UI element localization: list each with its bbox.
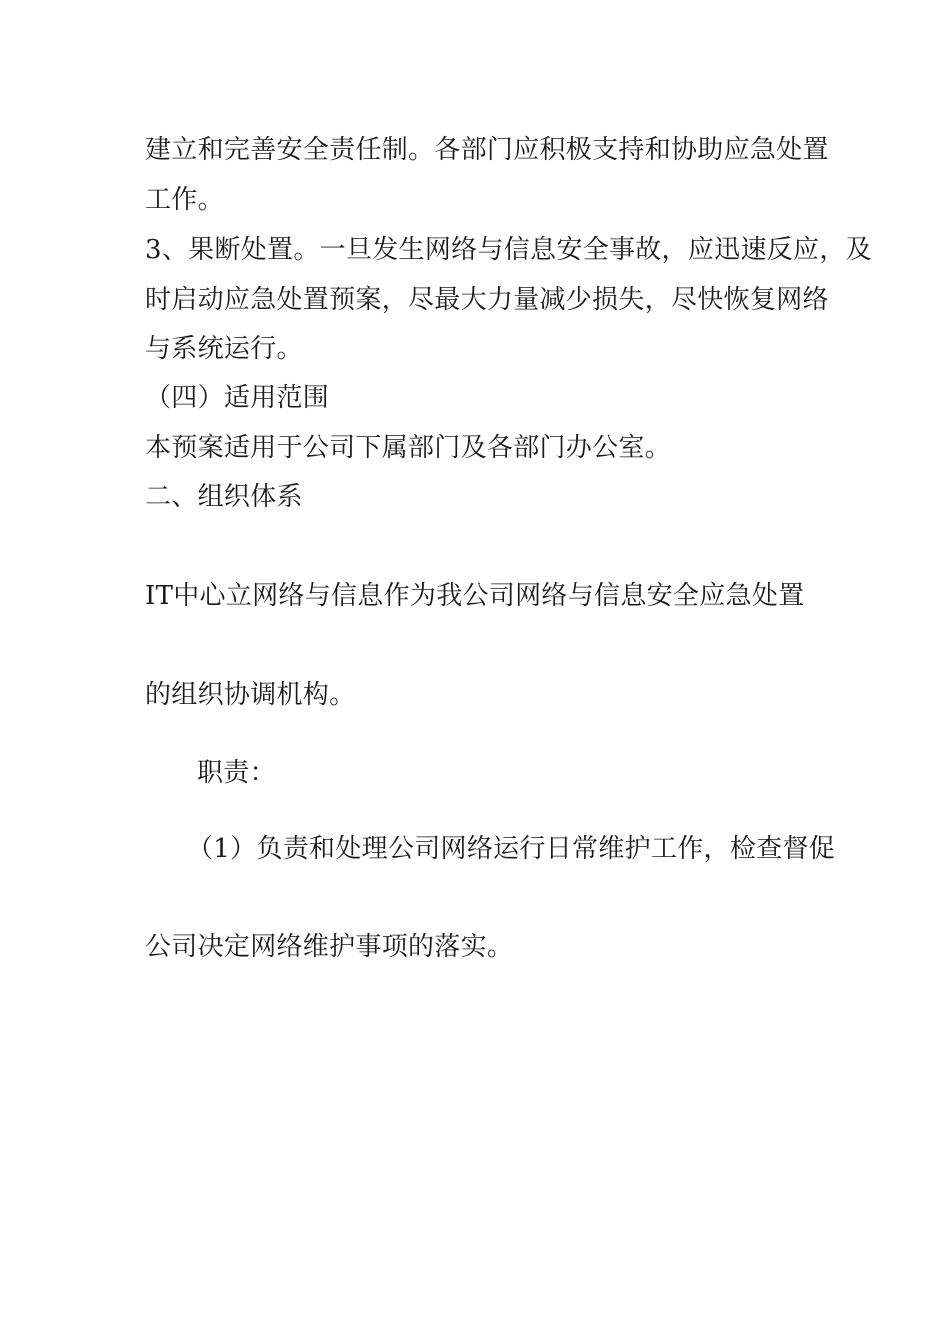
paragraph-line: 时启动应急处置预案，尽最大力量减少损失，尽快恢复网络 xyxy=(145,285,829,315)
paragraph-line: 工作。 xyxy=(145,185,224,215)
paragraph-line: 的组织协调机构。 xyxy=(145,680,356,710)
paragraph-line: 与系统运行。 xyxy=(145,334,303,364)
section-heading: 二、组织体系 xyxy=(145,482,303,512)
paragraph-line: 公司决定网络维护事项的落实。 xyxy=(145,932,514,962)
duties-label: 职责： xyxy=(197,758,276,788)
paragraph-line: IT中心立网络与信息作为我公司网络与信息安全应急处置 xyxy=(145,581,805,611)
paragraph-line: 建立和完善安全责任制。各部门应积极支持和协助应急处置 xyxy=(145,135,829,165)
list-item: （1）负责和处理公司网络运行日常维护工作，检查督促 xyxy=(187,834,836,864)
paragraph-line: 3、果断处置。一旦发生网络与信息安全事故，应迅速反应，及 xyxy=(145,235,872,265)
paragraph-line: 本预案适用于公司下属部门及各部门办公室。 xyxy=(145,433,672,463)
section-heading: （四）适用范围 xyxy=(145,383,330,413)
